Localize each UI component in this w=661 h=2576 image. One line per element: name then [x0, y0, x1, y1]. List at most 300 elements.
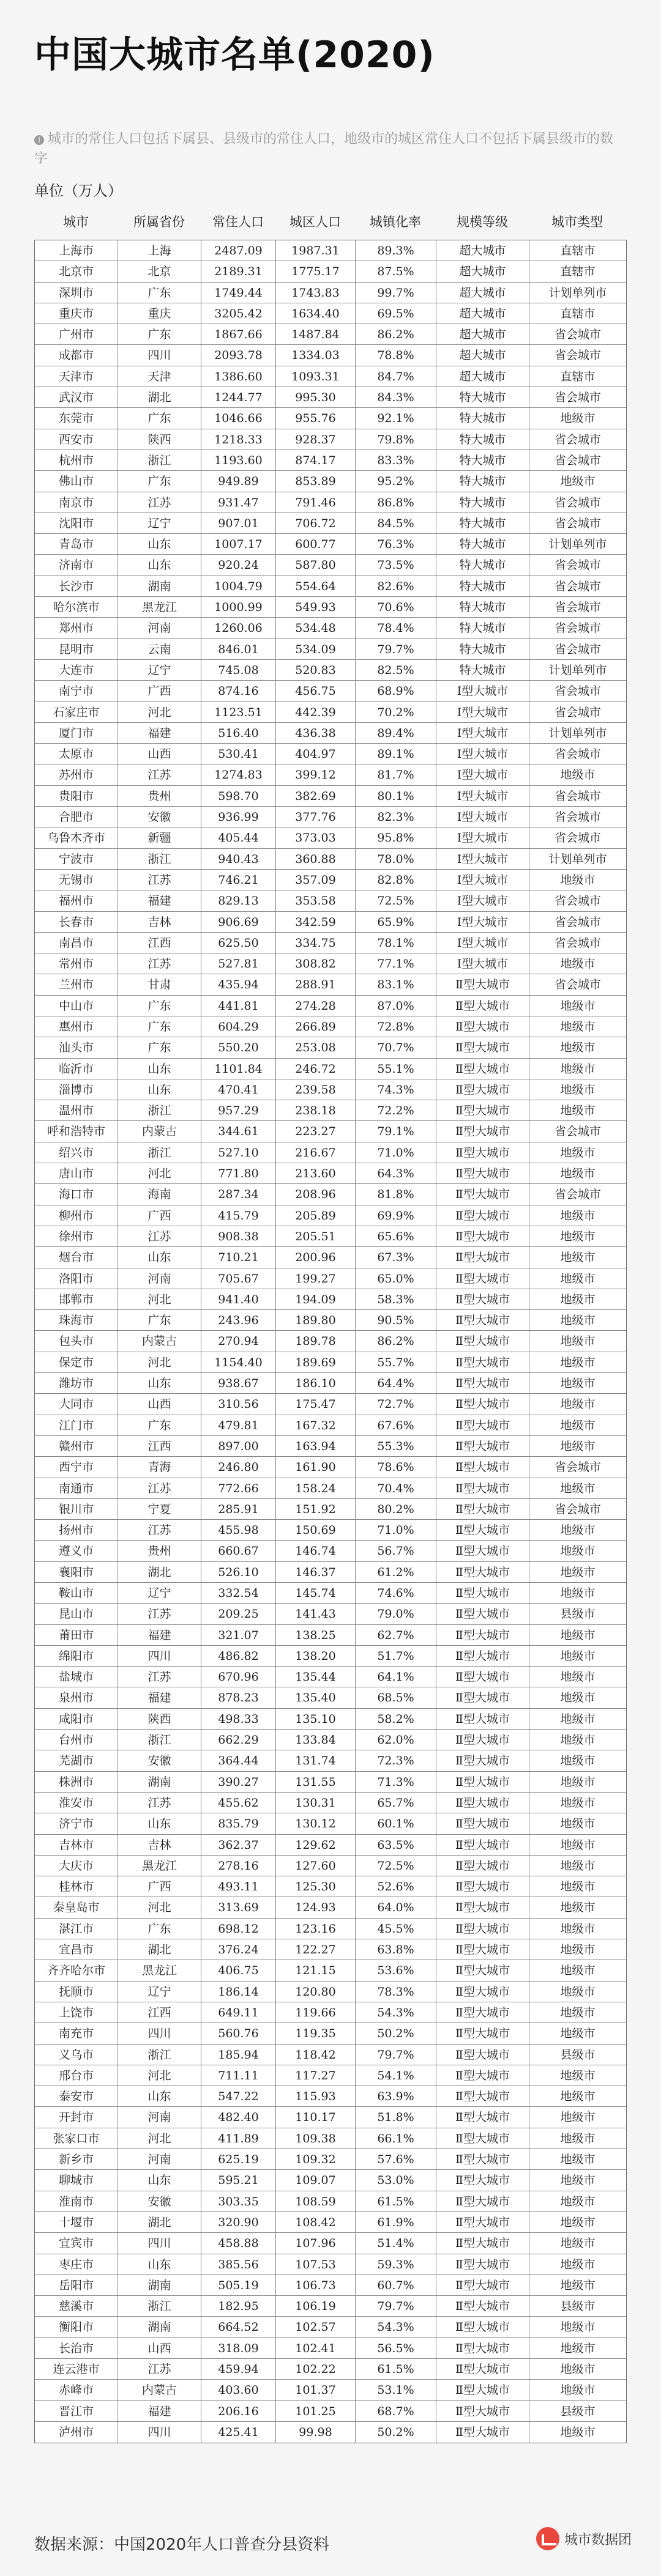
- table-cell: 特大城市: [436, 618, 529, 638]
- table-row: [35, 471, 626, 492]
- table-cell: 天津: [118, 366, 201, 387]
- table-cell: 大同市: [35, 1394, 118, 1414]
- table-cell: 194.09: [276, 1289, 356, 1309]
- table-cell: 地级市: [560, 1251, 596, 1265]
- table-cell: 陕西: [118, 1709, 201, 1729]
- table-cell: 527.10: [201, 1142, 276, 1163]
- table-cell: 浙江: [118, 1100, 201, 1120]
- table-cell: 78.6%: [356, 1457, 436, 1477]
- table-cell: 地级市: [560, 1964, 596, 1978]
- table-cell: 441.81: [201, 996, 276, 1016]
- table-cell: 101.37: [276, 2380, 356, 2400]
- table-cell: 计划单列市: [548, 726, 607, 740]
- table-row: [35, 1835, 626, 1856]
- table-row: [35, 1960, 626, 1981]
- table-cell: 130.12: [276, 1813, 356, 1834]
- table-cell: 133.84: [276, 1730, 356, 1750]
- table-cell: 95.8%: [356, 827, 436, 848]
- table-row: [35, 2422, 626, 2443]
- table-cell: 省会城市: [554, 432, 601, 446]
- table-cell: 山东: [118, 1079, 201, 1100]
- table-cell: 北京: [118, 261, 201, 281]
- table-cell: 秦皇岛市: [35, 1897, 118, 1917]
- table-row: [35, 2149, 626, 2170]
- table-row: [35, 849, 626, 870]
- table-cell: 绵阳市: [35, 1646, 118, 1666]
- info-icon: i: [34, 135, 44, 145]
- table-cell: 313.69: [201, 1897, 276, 1917]
- table-cell: 地级市: [560, 1817, 596, 1831]
- table-cell: 547.22: [201, 2086, 276, 2106]
- table-cell: 52.6%: [356, 1876, 436, 1897]
- table-cell: 淮南市: [35, 2191, 118, 2211]
- table-cell: 604.29: [201, 1016, 276, 1037]
- table-cell: 包头市: [35, 1331, 118, 1351]
- table-cell: 61.9%: [356, 2212, 436, 2232]
- table-cell: 桂林市: [35, 1876, 118, 1897]
- table-cell: Ⅱ型大城市: [436, 1310, 529, 1330]
- table-cell: 360.88: [276, 849, 356, 869]
- table-cell: 55.1%: [356, 1059, 436, 1079]
- table-cell: Ⅱ型大城市: [436, 1520, 529, 1540]
- table-cell: 芜湖市: [35, 1750, 118, 1771]
- table-cell: 温州市: [35, 1100, 118, 1120]
- table-cell: 931.47: [201, 492, 276, 513]
- table-cell: 扬州市: [35, 1520, 118, 1540]
- table-cell: 地级市: [560, 1649, 596, 1663]
- table-cell: 地级市: [560, 2153, 596, 2167]
- table-cell: Ⅱ型大城市: [436, 1646, 529, 1666]
- table-cell: 福建: [118, 723, 201, 743]
- table-cell: 1487.84: [276, 324, 356, 344]
- table-row: [35, 1750, 626, 1771]
- table-cell: 河北: [118, 702, 201, 722]
- table-cell: 79.1%: [356, 1121, 436, 1141]
- table-cell: 新乡市: [35, 2149, 118, 2169]
- table-cell: 310.56: [201, 1394, 276, 1414]
- table-cell: 江苏: [118, 1478, 201, 1498]
- table-cell: 520.83: [276, 660, 356, 680]
- table-cell: 80.2%: [356, 1499, 436, 1519]
- column-header: 城市类型: [551, 215, 603, 229]
- table-cell: 121.15: [276, 1960, 356, 1980]
- table-cell: Ⅱ型大城市: [436, 1184, 529, 1204]
- table-cell: 地级市: [560, 1523, 596, 1538]
- table-cell: Ⅱ型大城市: [436, 1100, 529, 1120]
- table-cell: 大庆市: [35, 1856, 118, 1876]
- brand-name: 城市数据团: [564, 2532, 632, 2548]
- table-cell: 1749.44: [201, 283, 276, 303]
- table-cell: 晋江市: [35, 2401, 118, 2421]
- table-row: [35, 1919, 626, 1939]
- table-cell: 874.16: [201, 681, 276, 701]
- table-cell: 地级市: [560, 2320, 596, 2334]
- note: [34, 130, 622, 169]
- table-cell: 珠海市: [35, 1310, 118, 1330]
- table-cell: 省会城市: [554, 1460, 601, 1475]
- table-cell: 61.5%: [356, 2359, 436, 2379]
- table-cell: 黑龙江: [118, 1960, 201, 1980]
- table-cell: 超大城市: [436, 283, 529, 303]
- table-cell: 吉林: [118, 1835, 201, 1855]
- table-cell: 1260.06: [201, 618, 276, 638]
- table-cell: 318.09: [201, 2338, 276, 2358]
- table-cell: 79.7%: [356, 2296, 436, 2316]
- table-cell: 534.48: [276, 618, 356, 638]
- table-row: [35, 1268, 626, 1289]
- table-cell: 地级市: [560, 1985, 596, 1999]
- table-cell: 特大城市: [436, 387, 529, 407]
- table-cell: 上饶市: [35, 2002, 118, 2023]
- table-cell: 115.93: [276, 2086, 356, 2106]
- table-cell: 山西: [118, 2338, 201, 2358]
- table-cell: Ⅱ型大城市: [436, 1457, 529, 1477]
- table-cell: 595.21: [201, 2170, 276, 2190]
- table-cell: 59.3%: [356, 2254, 436, 2274]
- table-cell: 442.39: [276, 702, 356, 722]
- table-cell: Ⅱ型大城市: [436, 1247, 529, 1267]
- table-cell: 超大城市: [436, 261, 529, 281]
- table-cell: 广东: [118, 996, 201, 1016]
- table-cell: Ⅱ型大城市: [436, 1835, 529, 1855]
- table-cell: 72.2%: [356, 1100, 436, 1120]
- table-row: [35, 2128, 626, 2149]
- table-cell: 河北: [118, 2128, 201, 2149]
- table-cell: 936.99: [201, 807, 276, 827]
- table-cell: 835.79: [201, 1813, 276, 1834]
- table-cell: 安徽: [118, 2191, 201, 2211]
- table-row: [35, 1625, 626, 1646]
- table-cell: 泉州市: [35, 1687, 118, 1708]
- table-cell: 省会城市: [554, 453, 601, 467]
- table-cell: 四川: [118, 345, 201, 365]
- table-cell: 哈尔滨市: [35, 597, 118, 617]
- table-cell: 福建: [118, 890, 201, 911]
- table-cell: Ⅱ型大城市: [436, 1289, 529, 1309]
- table-cell: 86.2%: [356, 324, 436, 344]
- table-row: [35, 933, 626, 953]
- table-cell: 72.5%: [356, 890, 436, 911]
- table-cell: 70.7%: [356, 1037, 436, 1057]
- table-cell: 73.5%: [356, 555, 436, 575]
- table-row: [35, 1310, 626, 1331]
- table-cell: 辽宁: [118, 660, 201, 680]
- table-cell: 特大城市: [436, 534, 529, 554]
- table-cell: 抚顺市: [35, 1982, 118, 2002]
- table-cell: 505.19: [201, 2275, 276, 2295]
- table-cell: 特大城市: [436, 408, 529, 428]
- table-row: [35, 1939, 626, 1960]
- table-cell: 海口市: [35, 1184, 118, 1204]
- table-cell: 地级市: [560, 2090, 596, 2104]
- table-cell: Ⅱ型大城市: [436, 1394, 529, 1414]
- table-row: [35, 576, 626, 597]
- table-cell: 泰安市: [35, 2086, 118, 2106]
- table-cell: 吉林市: [35, 1835, 118, 1855]
- table-cell: 地级市: [560, 475, 596, 489]
- table-cell: 济南市: [35, 555, 118, 575]
- table-cell: 安徽: [118, 807, 201, 827]
- table-cell: 地级市: [560, 2194, 596, 2208]
- table-cell: 西宁市: [35, 1457, 118, 1477]
- table-cell: 68.9%: [356, 681, 436, 701]
- table-cell: Ⅱ型大城市: [436, 1499, 529, 1519]
- table-cell: 373.03: [276, 827, 356, 848]
- table-cell: 64.4%: [356, 1373, 436, 1393]
- table-cell: 河南: [118, 2107, 201, 2127]
- table-cell: 重庆: [118, 303, 201, 324]
- table-cell: 1775.17: [276, 261, 356, 281]
- table-cell: 74.3%: [356, 1079, 436, 1100]
- table-cell: 54.1%: [356, 2065, 436, 2086]
- table-cell: 佛山市: [35, 471, 118, 491]
- table-cell: 846.01: [201, 639, 276, 659]
- table-cell: Ⅱ型大城市: [436, 2380, 529, 2400]
- table-cell: 四川: [118, 1646, 201, 1666]
- table-row: [35, 1436, 626, 1457]
- table-cell: 山东: [118, 2170, 201, 2190]
- table-cell: 地级市: [560, 873, 596, 887]
- table-cell: 71.0%: [356, 1142, 436, 1163]
- table-cell: 79.8%: [356, 429, 436, 450]
- table-cell: 地级市: [560, 1439, 596, 1453]
- table-row: [35, 283, 626, 303]
- table-cell: 45.5%: [356, 1919, 436, 1939]
- table-cell: Ⅱ型大城市: [436, 996, 529, 1016]
- table-row: [35, 807, 626, 827]
- table-cell: 地级市: [560, 1880, 596, 1894]
- table-cell: 广东: [118, 283, 201, 303]
- table-cell: Ⅱ型大城市: [436, 2233, 529, 2253]
- table-cell: 662.29: [201, 1730, 276, 1750]
- table-cell: 102.41: [276, 2338, 356, 2358]
- table-row: [35, 1478, 626, 1499]
- table-cell: 淮安市: [35, 1793, 118, 1813]
- table-cell: 山东: [118, 534, 201, 554]
- table-row: [35, 827, 626, 848]
- table-cell: 135.10: [276, 1709, 356, 1729]
- table-cell: 145.74: [276, 1583, 356, 1603]
- table-row: [35, 2170, 626, 2191]
- table-cell: 上海市: [35, 240, 118, 261]
- table-row: [35, 1730, 626, 1750]
- table-cell: 62.0%: [356, 1730, 436, 1750]
- table-cell: Ⅱ型大城市: [436, 1709, 529, 1729]
- table-cell: 株洲市: [35, 1772, 118, 1792]
- table-cell: 415.79: [201, 1205, 276, 1226]
- table-cell: 90.5%: [356, 1310, 436, 1330]
- table-cell: 57.6%: [356, 2149, 436, 2169]
- table-cell: 县级市: [560, 2048, 596, 2062]
- table-cell: Ⅱ型大城市: [436, 1897, 529, 1917]
- table-row: [35, 1876, 626, 1897]
- table-cell: 盐城市: [35, 1667, 118, 1687]
- table-row: [35, 1687, 626, 1708]
- table-cell: 惠州市: [35, 1016, 118, 1037]
- table-cell: 地级市: [560, 2005, 596, 2019]
- table-cell: 广西: [118, 1205, 201, 1226]
- table-cell: 河北: [118, 1289, 201, 1309]
- table-cell: 广东: [118, 1037, 201, 1057]
- table-cell: 地级市: [560, 1943, 596, 1957]
- table-cell: 义乌市: [35, 2045, 118, 2065]
- table-cell: 89.4%: [356, 723, 436, 743]
- table-cell: 110.17: [276, 2107, 356, 2127]
- table-cell: 山东: [118, 1813, 201, 1834]
- table-cell: 省会城市: [554, 789, 601, 803]
- table-cell: 405.44: [201, 827, 276, 848]
- table-cell: 沈阳市: [35, 513, 118, 533]
- table-cell: 超大城市: [436, 303, 529, 324]
- table-cell: 省会城市: [554, 516, 601, 530]
- table-cell: 云南: [118, 639, 201, 659]
- table-cell: 205.51: [276, 1226, 356, 1246]
- table-cell: 482.40: [201, 2107, 276, 2127]
- table-cell: 772.66: [201, 1478, 276, 1498]
- table-cell: 湛江市: [35, 1919, 118, 1939]
- table-cell: 957.29: [201, 1100, 276, 1120]
- table-cell: 省会城市: [554, 1125, 601, 1139]
- table-cell: 530.41: [201, 744, 276, 764]
- table-row: [35, 744, 626, 764]
- table-row: [35, 1856, 626, 1876]
- table-cell: 连云港市: [35, 2359, 118, 2379]
- table-cell: 省会城市: [554, 349, 601, 363]
- table-cell: 省会城市: [554, 684, 601, 698]
- table-cell: Ⅱ型大城市: [436, 1604, 529, 1624]
- table-cell: 124.93: [276, 1897, 356, 1917]
- table-cell: 216.67: [276, 1142, 356, 1163]
- table-cell: Ⅰ型大城市: [436, 827, 529, 848]
- table-cell: 108.59: [276, 2191, 356, 2211]
- table-row: [35, 2045, 626, 2065]
- table-cell: 石家庄市: [35, 702, 118, 722]
- table-cell: 武汉市: [35, 387, 118, 407]
- table-row: [35, 429, 626, 450]
- table-cell: 地级市: [560, 412, 596, 426]
- table-cell: 526.10: [201, 1562, 276, 1582]
- table-cell: Ⅱ型大城市: [436, 1226, 529, 1246]
- table-cell: 黑龙江: [118, 597, 201, 617]
- table-cell: 岳阳市: [35, 2275, 118, 2295]
- table-row: [35, 2107, 626, 2128]
- table-cell: 南宁市: [35, 681, 118, 701]
- table-row: [35, 618, 626, 638]
- table-cell: 陕西: [118, 429, 201, 450]
- table-cell: 地级市: [560, 1020, 596, 1034]
- table-cell: Ⅱ型大城市: [436, 2170, 529, 2190]
- table-cell: 127.60: [276, 1856, 356, 1876]
- table-cell: 74.6%: [356, 1583, 436, 1603]
- table-cell: 天津市: [35, 366, 118, 387]
- table-cell: 长治市: [35, 2338, 118, 2358]
- table-cell: Ⅱ型大城市: [436, 1059, 529, 1079]
- table-row: [35, 953, 626, 974]
- table-cell: 51.4%: [356, 2233, 436, 2253]
- table-cell: 206.16: [201, 2401, 276, 2421]
- table-cell: 汕头市: [35, 1037, 118, 1057]
- table-cell: 332.54: [201, 1583, 276, 1603]
- table-cell: 907.01: [201, 513, 276, 533]
- table-cell: 河北: [118, 1897, 201, 1917]
- table-cell: 906.69: [201, 912, 276, 932]
- table-cell: 771.80: [201, 1163, 276, 1183]
- table-cell: 宁波市: [35, 849, 118, 869]
- table-row: [35, 912, 626, 933]
- table-cell: 厦门市: [35, 723, 118, 743]
- table-cell: 135.44: [276, 1667, 356, 1687]
- table-cell: Ⅱ型大城市: [436, 2045, 529, 2065]
- table-cell: 78.8%: [356, 345, 436, 365]
- table-row: [35, 1772, 626, 1793]
- table-row: [35, 660, 626, 681]
- column-header: 城镇化率: [370, 215, 421, 229]
- table-cell: 南京市: [35, 492, 118, 513]
- table-cell: 计划单列市: [548, 852, 607, 866]
- table-cell: Ⅰ型大城市: [436, 807, 529, 827]
- table-cell: 地级市: [560, 2174, 596, 2188]
- table-cell: 135.40: [276, 1687, 356, 1708]
- table-cell: Ⅱ型大城市: [436, 1667, 529, 1687]
- table-cell: 55.3%: [356, 1436, 436, 1456]
- table-cell: 兰州市: [35, 974, 118, 994]
- table-row: [35, 681, 626, 701]
- table-cell: 省会城市: [554, 894, 601, 908]
- table-cell: 60.7%: [356, 2275, 436, 2295]
- table-cell: 四川: [118, 2422, 201, 2443]
- table-cell: 江苏: [118, 1793, 201, 1813]
- table-header: [34, 203, 627, 240]
- table-cell: 123.16: [276, 1919, 356, 1939]
- table-cell: 地级市: [560, 1062, 596, 1076]
- table-cell: 地级市: [560, 1314, 596, 1328]
- table-cell: Ⅱ型大城市: [436, 1960, 529, 1980]
- table-cell: 79.0%: [356, 1604, 436, 1624]
- table-cell: 计划单列市: [548, 663, 607, 677]
- table-cell: 938.67: [201, 1373, 276, 1393]
- table-row: [35, 1562, 626, 1583]
- table-cell: Ⅱ型大城市: [436, 2275, 529, 2295]
- table-row: [35, 240, 626, 261]
- table-cell: 66.1%: [356, 2128, 436, 2149]
- table-cell: 71.0%: [356, 1520, 436, 1540]
- table-cell: 安徽: [118, 1750, 201, 1771]
- table-row: [35, 1142, 626, 1163]
- table-cell: 河北: [118, 1352, 201, 1372]
- table-cell: 125.30: [276, 1876, 356, 1897]
- table-cell: 江西: [118, 1436, 201, 1456]
- table-cell: 1987.31: [276, 240, 356, 261]
- table-cell: Ⅰ型大城市: [436, 702, 529, 722]
- table-cell: 109.38: [276, 2128, 356, 2149]
- table-cell: 82.3%: [356, 807, 436, 827]
- table-cell: 海南: [118, 1184, 201, 1204]
- table-cell: 84.7%: [356, 366, 436, 387]
- table-cell: 江苏: [118, 870, 201, 890]
- table-row: [35, 870, 626, 890]
- table-cell: 560.76: [201, 2023, 276, 2043]
- table-cell: 186.10: [276, 1373, 356, 1393]
- table-cell: Ⅱ型大城市: [436, 1373, 529, 1393]
- table-cell: 79.7%: [356, 639, 436, 659]
- table-row: [35, 513, 626, 534]
- table-cell: 县级市: [560, 2300, 596, 2314]
- table-cell: Ⅰ型大城市: [436, 786, 529, 806]
- table-cell: Ⅱ型大城市: [436, 2065, 529, 2086]
- table-row: [35, 1499, 626, 1520]
- table-cell: 109.32: [276, 2149, 356, 2169]
- table-cell: 920.24: [201, 555, 276, 575]
